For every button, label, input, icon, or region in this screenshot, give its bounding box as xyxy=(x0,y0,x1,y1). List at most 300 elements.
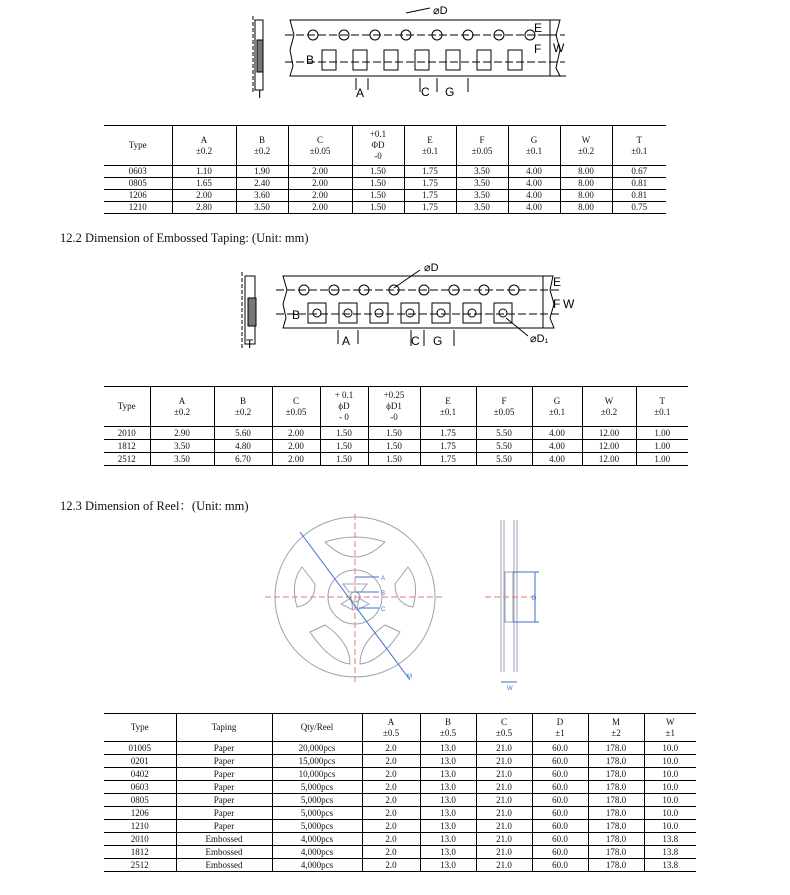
header-name: G xyxy=(530,134,538,145)
dia-label-E: E xyxy=(534,21,543,35)
table-header-cell xyxy=(560,126,612,166)
header-tol: ±0.05 xyxy=(471,145,493,156)
header-name: W xyxy=(604,395,614,406)
header-tol: ±1 xyxy=(665,727,675,738)
table-cell: 8.00 xyxy=(560,166,612,178)
header-name: Type xyxy=(128,140,147,150)
table-row xyxy=(104,781,696,794)
header-name: Taping xyxy=(211,722,237,732)
header-name: A xyxy=(178,395,186,406)
table-row xyxy=(104,742,696,755)
table-row xyxy=(104,166,666,178)
table-cell: 1812 xyxy=(104,846,176,859)
table-cell: 10.0 xyxy=(644,794,696,807)
table-cell: Embossed xyxy=(176,846,272,859)
reel-label-M: M xyxy=(407,674,412,680)
table-cell: 3.50 xyxy=(150,453,214,466)
table-cell: 3.60 xyxy=(236,190,288,202)
header-mid: ϕD1 xyxy=(386,401,402,411)
table-cell: 13.0 xyxy=(420,768,476,781)
table-cell: Paper xyxy=(176,755,272,768)
table-cell: 0.81 xyxy=(612,178,666,190)
table-header-row xyxy=(104,387,688,427)
dia-label-F: F xyxy=(534,42,542,56)
table-cell: 13.0 xyxy=(420,859,476,872)
dia-label-A: A xyxy=(356,86,365,100)
table-cell: 6.70 xyxy=(214,453,272,466)
table-cell: 1.50 xyxy=(352,166,404,178)
header-tol: ±0.1 xyxy=(421,145,439,156)
header-tol: ±0.1 xyxy=(439,406,457,417)
table-cell: 5,000pcs xyxy=(272,820,362,833)
table-cell: 0.81 xyxy=(612,190,666,202)
header-tol: -0 xyxy=(374,151,382,161)
table-cell: 0603 xyxy=(104,781,176,794)
dia2-label-T: T xyxy=(246,337,254,351)
table-cell: 1.75 xyxy=(404,190,456,202)
table-cell: 0.75 xyxy=(612,202,666,214)
header-name: B xyxy=(239,395,246,406)
header-tol: ±0.05 xyxy=(285,406,307,417)
table-cell: 8.00 xyxy=(560,202,612,214)
table-header-cell xyxy=(176,714,272,742)
table-header-cell xyxy=(588,714,644,742)
table-cell: 2.00 xyxy=(272,440,320,453)
table-cell: 2.80 xyxy=(172,202,236,214)
table-cell: 2.40 xyxy=(236,178,288,190)
table-header-cell xyxy=(104,387,150,427)
table-cell: 3.50 xyxy=(456,202,508,214)
header-tol: ±0.1 xyxy=(548,406,566,417)
table-cell: 12.00 xyxy=(582,427,636,440)
header-tol: ±0.5 xyxy=(382,727,400,738)
table-cell: 21.0 xyxy=(476,768,532,781)
table-row xyxy=(104,820,696,833)
table-cell: 21.0 xyxy=(476,742,532,755)
section-heading-embossed: 12.2 Dimension of Embossed Taping: (Unit: mm) xyxy=(60,231,309,245)
table-header-row xyxy=(104,126,666,166)
table-cell: 178.0 xyxy=(588,846,644,859)
table-cell: 0805 xyxy=(104,178,172,190)
table-cell: 60.0 xyxy=(532,846,588,859)
table-cell: 2.0 xyxy=(362,742,420,755)
table-cell: 1.50 xyxy=(352,190,404,202)
table-cell: 2010 xyxy=(104,833,176,846)
table-cell: 21.0 xyxy=(476,820,532,833)
table-header-cell xyxy=(404,126,456,166)
header-tol: ±0.2 xyxy=(577,145,595,156)
table-cell: 2.00 xyxy=(288,190,352,202)
table-cell: 13.0 xyxy=(420,755,476,768)
table-cell: 1.50 xyxy=(368,453,420,466)
dia-label-T: T xyxy=(256,87,264,101)
header-tol: ±0.1 xyxy=(654,406,671,417)
dia2-label-E: E xyxy=(553,275,562,289)
header-name: B xyxy=(258,134,265,145)
table-cell: 5,000pcs xyxy=(272,807,362,820)
table-cell: 13.0 xyxy=(420,820,476,833)
table-row xyxy=(104,755,696,768)
table-cell: 3.50 xyxy=(456,190,508,202)
table-header-cell xyxy=(532,387,582,427)
table-row xyxy=(104,427,688,440)
table-cell: 15,000pcs xyxy=(272,755,362,768)
table-header-cell xyxy=(150,387,214,427)
table-cell: 13.0 xyxy=(420,794,476,807)
table-cell: 4.80 xyxy=(214,440,272,453)
table-cell: 13.0 xyxy=(420,781,476,794)
table-header-cell xyxy=(476,387,532,427)
table-cell: 0.67 xyxy=(612,166,666,178)
table-row xyxy=(104,833,696,846)
table-cell: 10.0 xyxy=(644,755,696,768)
table-cell: 5.50 xyxy=(476,453,532,466)
table-cell: 10.0 xyxy=(644,781,696,794)
table-cell: 2.0 xyxy=(362,820,420,833)
table-cell: 2010 xyxy=(104,427,150,440)
table-cell: Paper xyxy=(176,794,272,807)
table-cell: 5,000pcs xyxy=(272,794,362,807)
table-cell: 1.50 xyxy=(352,178,404,190)
header-name: A xyxy=(200,134,208,145)
table-cell: 12.00 xyxy=(582,440,636,453)
table-cell: 4,000pcs xyxy=(272,859,362,872)
table-cell: 1812 xyxy=(104,440,150,453)
table-cell: 0201 xyxy=(104,755,176,768)
table-header-cell xyxy=(368,387,420,427)
table-cell: 5.60 xyxy=(214,427,272,440)
table-cell: 3.50 xyxy=(456,166,508,178)
header-name: Qty/Reel xyxy=(300,722,334,732)
table-header-cell xyxy=(288,126,352,166)
header-name: E xyxy=(427,134,433,145)
table-cell: 13.0 xyxy=(420,833,476,846)
table-cell: 0603 xyxy=(104,166,172,178)
table-cell: 178.0 xyxy=(588,755,644,768)
header-tol: ±0.2 xyxy=(195,145,213,156)
table-cell: 2.0 xyxy=(362,859,420,872)
header-name: Type xyxy=(117,401,136,411)
table-header-cell xyxy=(532,714,588,742)
table-cell: 60.0 xyxy=(532,820,588,833)
dia-label-C: C xyxy=(421,85,430,99)
table-cell: 21.0 xyxy=(476,794,532,807)
dia-label-W: W xyxy=(553,41,565,55)
table-cell: 2.90 xyxy=(150,427,214,440)
table-header-cell xyxy=(420,387,476,427)
table-cell: 12.00 xyxy=(582,453,636,466)
table-cell: 1.75 xyxy=(404,166,456,178)
section-heading-reel: 12.3 Dimension of Reel：(Unit: mm) xyxy=(60,499,249,513)
table-row xyxy=(104,859,696,872)
table-header-cell xyxy=(272,387,320,427)
dia2-label-D1: ⌀D₁ xyxy=(530,333,549,345)
header-name: M xyxy=(611,716,620,727)
dia-label-D: ⌀D xyxy=(433,5,448,17)
table-cell: 0805 xyxy=(104,794,176,807)
table-row xyxy=(104,794,696,807)
table-header-cell xyxy=(508,126,560,166)
header-name: T xyxy=(636,134,642,145)
table-cell: 2.0 xyxy=(362,807,420,820)
dia2-label-B: B xyxy=(292,308,301,322)
table-cell: 60.0 xyxy=(532,859,588,872)
table-cell: 1206 xyxy=(104,190,172,202)
table-header-cell xyxy=(636,387,688,427)
table-cell: 4.00 xyxy=(532,427,582,440)
table-cell: 1210 xyxy=(104,820,176,833)
table-cell: 0402 xyxy=(104,768,176,781)
reel-label-W: W xyxy=(507,686,513,692)
table-cell: Paper xyxy=(176,807,272,820)
table-cell: 13.8 xyxy=(644,846,696,859)
reel-label-D: D xyxy=(532,596,537,602)
table-header-cell xyxy=(236,126,288,166)
table-cell: 178.0 xyxy=(588,768,644,781)
header-tol: ±0.1 xyxy=(525,145,543,156)
header-name: Type xyxy=(130,722,149,732)
table-cell: 4.00 xyxy=(532,440,582,453)
table-cell: 1.00 xyxy=(636,440,688,453)
header-mid: ΦD xyxy=(371,140,385,150)
table-header-row xyxy=(104,714,696,742)
table-cell: 4.00 xyxy=(508,178,560,190)
table-cell: 2512 xyxy=(104,859,176,872)
table-cell: 01005 xyxy=(104,742,176,755)
table-cell: 178.0 xyxy=(588,820,644,833)
table-header-cell xyxy=(644,714,696,742)
table-cell: 1.75 xyxy=(420,453,476,466)
table-cell: 178.0 xyxy=(588,859,644,872)
table-cell: 178.0 xyxy=(588,807,644,820)
table-cell: 4.00 xyxy=(508,202,560,214)
table-header-cell xyxy=(352,126,404,166)
table-cell: 2.0 xyxy=(362,833,420,846)
header-name: +0.25 xyxy=(383,390,405,400)
table-header-cell xyxy=(172,126,236,166)
reel-label-B: B xyxy=(381,591,386,597)
table-cell: 60.0 xyxy=(532,768,588,781)
table-header-cell xyxy=(456,126,508,166)
table-cell: 4.00 xyxy=(532,453,582,466)
table-header-cell xyxy=(362,714,420,742)
table-cell: 3.50 xyxy=(236,202,288,214)
header-name: C xyxy=(500,716,507,727)
table-row xyxy=(104,178,666,190)
table-cell: Paper xyxy=(176,820,272,833)
header-name: D xyxy=(556,716,564,727)
header-tol: - 0 xyxy=(339,412,349,422)
table-cell: 13.8 xyxy=(644,859,696,872)
paper-taping-diagram xyxy=(240,0,580,105)
dia2-label-F: F xyxy=(553,297,561,311)
table-cell: Embossed xyxy=(176,833,272,846)
table-cell: 2.00 xyxy=(288,166,352,178)
table-cell: 3.50 xyxy=(150,440,214,453)
table-cell: 1.50 xyxy=(320,427,368,440)
header-name: W xyxy=(666,716,675,727)
header-tol: ±0.2 xyxy=(600,406,618,417)
table-cell: 2.0 xyxy=(362,768,420,781)
table-cell: 13.8 xyxy=(644,833,696,846)
table-cell: 13.0 xyxy=(420,807,476,820)
table-header-cell xyxy=(612,126,666,166)
table-cell: 10.0 xyxy=(644,820,696,833)
table-cell: 2.00 xyxy=(288,178,352,190)
header-name: G xyxy=(553,395,561,406)
embossed-taping-diagram xyxy=(228,258,578,358)
table-cell: 1.50 xyxy=(352,202,404,214)
table-header-cell xyxy=(320,387,368,427)
table-row xyxy=(104,768,696,781)
header-name: C xyxy=(316,134,323,145)
table-cell: 8.00 xyxy=(560,178,612,190)
table-cell: 60.0 xyxy=(532,794,588,807)
header-name: + 0.1 xyxy=(334,390,354,400)
table-cell: 60.0 xyxy=(532,807,588,820)
table-cell: Paper xyxy=(176,781,272,794)
header-tol: ±0.2 xyxy=(173,406,191,417)
table-cell: 10.0 xyxy=(644,742,696,755)
dia2-label-W: W xyxy=(563,297,575,311)
table-cell: Paper xyxy=(176,768,272,781)
header-tol: -0 xyxy=(390,412,398,422)
table-cell: 21.0 xyxy=(476,846,532,859)
table-cell: 1.50 xyxy=(368,440,420,453)
table-cell: 1.65 xyxy=(172,178,236,190)
header-name: F xyxy=(479,134,485,145)
table-cell: 2.0 xyxy=(362,846,420,859)
table-cell: 4.00 xyxy=(508,190,560,202)
table-row xyxy=(104,846,696,859)
table-header-cell xyxy=(272,714,362,742)
table-header-cell xyxy=(104,714,176,742)
dia2-label-A: A xyxy=(342,334,351,348)
table-cell: 13.0 xyxy=(420,742,476,755)
table-header-cell xyxy=(420,714,476,742)
dia-label-B: B xyxy=(306,53,315,67)
table-cell: 5.50 xyxy=(476,440,532,453)
table-row xyxy=(104,440,688,453)
table-cell: 60.0 xyxy=(532,833,588,846)
header-mid: ϕD xyxy=(338,401,350,411)
header-name: C xyxy=(292,395,299,406)
table-row xyxy=(104,807,696,820)
table-cell: 1.00 xyxy=(636,427,688,440)
header-tol: ±0.2 xyxy=(253,145,271,156)
table-cell: 1.75 xyxy=(404,202,456,214)
paper-taping-table xyxy=(104,125,666,214)
table-cell: 2.0 xyxy=(362,781,420,794)
header-name: E xyxy=(445,395,451,406)
table-cell: 2512 xyxy=(104,453,150,466)
reel-label-C: C xyxy=(381,607,386,613)
table-row xyxy=(104,453,688,466)
dia-label-G: G xyxy=(445,85,455,99)
table-cell: 21.0 xyxy=(476,755,532,768)
table-cell: 1.90 xyxy=(236,166,288,178)
dia2-label-G: G xyxy=(433,334,443,348)
table-cell: 60.0 xyxy=(532,781,588,794)
table-cell: 1.50 xyxy=(320,440,368,453)
table-cell: 1.10 xyxy=(172,166,236,178)
header-tol: ±0.2 xyxy=(234,406,252,417)
table-header-cell xyxy=(476,714,532,742)
table-cell: 1.50 xyxy=(320,453,368,466)
table-cell: 8.00 xyxy=(560,190,612,202)
header-name: +0.1 xyxy=(369,129,387,139)
table-cell: 4,000pcs xyxy=(272,833,362,846)
table-header-cell xyxy=(214,387,272,427)
header-tol: ±0.1 xyxy=(631,145,648,156)
table-cell: Paper xyxy=(176,742,272,755)
table-cell: 20,000pcs xyxy=(272,742,362,755)
header-tol: ±0.05 xyxy=(493,406,515,417)
table-cell: Embossed xyxy=(176,859,272,872)
table-cell: 21.0 xyxy=(476,807,532,820)
table-cell: 1.75 xyxy=(420,427,476,440)
table-cell: 2.00 xyxy=(272,453,320,466)
table-cell: 4,000pcs xyxy=(272,846,362,859)
table-cell: 2.0 xyxy=(362,755,420,768)
table-cell: 60.0 xyxy=(532,742,588,755)
reel-label-A: A xyxy=(381,576,386,582)
dia2-label-D: ⌀D xyxy=(424,262,439,274)
header-tol: ±0.5 xyxy=(439,727,457,738)
table-cell: 5.50 xyxy=(476,427,532,440)
table-cell: 1.50 xyxy=(368,427,420,440)
table-cell: 1.00 xyxy=(636,453,688,466)
table-cell: 5,000pcs xyxy=(272,781,362,794)
table-cell: 21.0 xyxy=(476,833,532,846)
table-cell: 178.0 xyxy=(588,742,644,755)
table-cell: 10,000pcs xyxy=(272,768,362,781)
header-name: F xyxy=(501,395,507,406)
table-cell: 2.00 xyxy=(172,190,236,202)
table-cell: 2.00 xyxy=(272,427,320,440)
table-cell: 60.0 xyxy=(532,755,588,768)
table-cell: 2.00 xyxy=(288,202,352,214)
table-cell: 10.0 xyxy=(644,807,696,820)
table-row xyxy=(104,202,666,214)
table-cell: 1.75 xyxy=(404,178,456,190)
table-cell: 178.0 xyxy=(588,794,644,807)
table-cell: 178.0 xyxy=(588,833,644,846)
header-tol: ±0.5 xyxy=(495,727,513,738)
table-cell: 3.50 xyxy=(456,178,508,190)
table-cell: 1.75 xyxy=(420,440,476,453)
table-cell: 21.0 xyxy=(476,781,532,794)
reel-table xyxy=(104,713,696,872)
table-cell: 2.0 xyxy=(362,794,420,807)
header-name: T xyxy=(659,395,665,406)
reel-diagram xyxy=(255,512,555,692)
header-tol: ±1 xyxy=(555,727,565,738)
header-name: B xyxy=(444,716,451,727)
table-header-cell xyxy=(104,126,172,166)
table-cell: 178.0 xyxy=(588,781,644,794)
table-row xyxy=(104,190,666,202)
table-cell: 1206 xyxy=(104,807,176,820)
table-cell: 4.00 xyxy=(508,166,560,178)
header-tol: ±2 xyxy=(611,727,621,738)
header-name: W xyxy=(581,134,591,145)
table-cell: 1210 xyxy=(104,202,172,214)
table-cell: 13.0 xyxy=(420,846,476,859)
table-header-cell xyxy=(582,387,636,427)
header-name: A xyxy=(387,716,395,727)
dia2-label-C: C xyxy=(411,334,420,348)
